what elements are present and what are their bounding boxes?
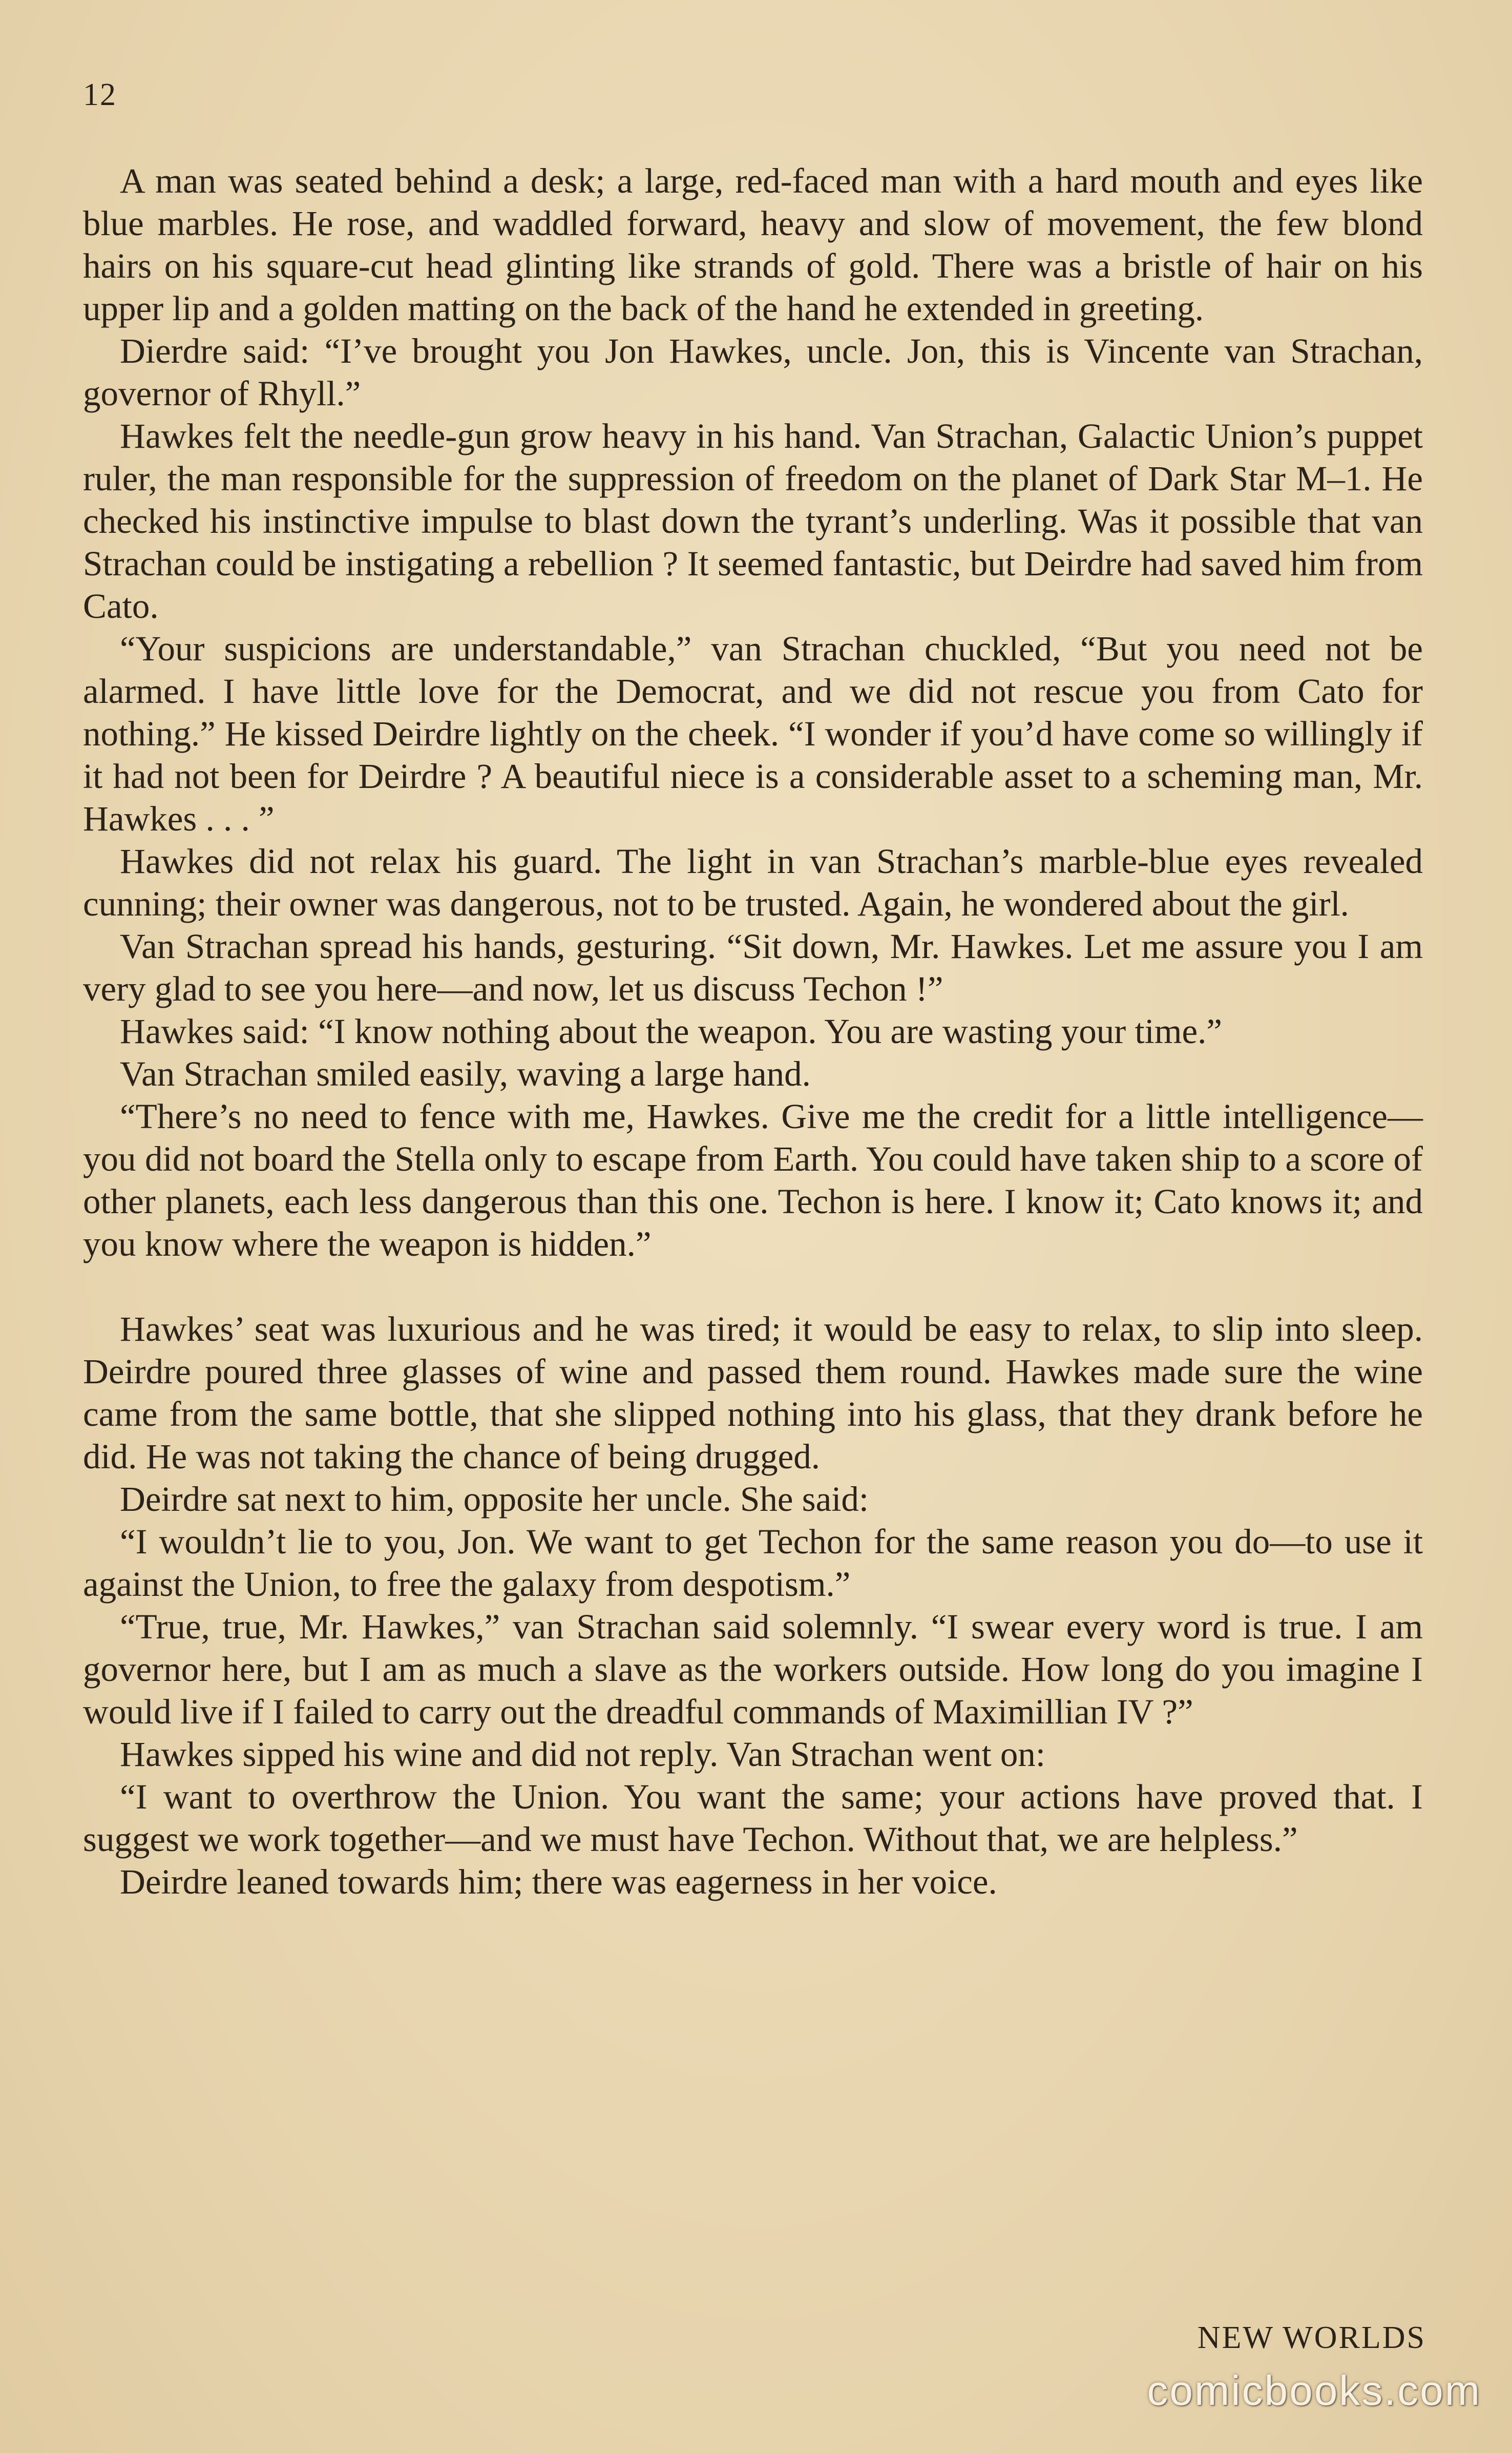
paragraph: “Your suspicions are understandable,” van Strachan chuckled, “But you need not be alarmed. I have little love for the Democrat, and we did not rescue you from Cato for nothing.” He kissed Deirdre lightly on the cheek. “I wonder if you’d have come so willingly if it had not been for Deirdre ? A beautiful niece is a considerable asset to a scheming man, Mr. Hawkes . . . ” [83,629,1423,838]
paragraph: “I want to overthrow the Union. You want the same; your actions have proved that. I suggest we work together—and we must have Techon. Without that, we are helpless.” [83,1777,1423,1859]
paragraph: Dierdre said: “I’ve brought you Jon Hawkes, uncle. Jon, this is Vincente van Strachan, governor of Rhyll.” [83,331,1423,413]
paragraph: Van Strachan smiled easily, waving a large hand. [120,1054,811,1093]
paragraph: Hawkes did not relax his guard. The light in van Strachan’s marble-blue eyes revealed cunning; their owner was dangerous, not to be trusted. Again, he wondered about the girl. [83,842,1423,923]
magazine-footer-title: NEW WORLDS [1197,2320,1426,2355]
paragraph: “There’s no need to fence with me, Hawkes. Give me the credit for a little intelligence—you did not board the Stella only to escape from Earth. You could have taken ship to a score of other planets, each less dangerous than this one. Techon is here. I know it; Cato knows it; and you know where the weapon is hidden.” [83,1097,1423,1263]
paragraph: A man was seated behind a desk; a large, red-faced man with a hard mouth and eyes like blue marbles. He rose, and waddled forward, heavy and slow of movement, the few blond hairs on his square-cut head glinting like strands of gold. There was a bristle of hair on his upper lip and a golden matting on the back of the hand he extended in greeting. [83,161,1423,328]
paragraph: “True, true, Mr. Hawkes,” van Strachan said solemnly. “I swear every word is true. I am governor here, but I am as much a slave as the workers outside. How long do you imagine I would live if I failed to carry out the dreadful commands of Maximillian IV ?” [83,1607,1423,1731]
paragraph: Hawkes said: “I know nothing about the weapon. You are wasting your time.” [120,1012,1223,1051]
paragraph: “I wouldn’t lie to you, Jon. We want to get Techon for the same reason you do—to use it against the Union, to free the galaxy from despotism.” [83,1522,1423,1604]
story-text [83,160,1423,1903]
paragraph: Hawkes’ seat was luxurious and he was tired; it would be easy to relax, to slip into sleep. Deirdre poured three glasses of wine and passed them round. Hawkes made sure the wine came from the same bottle, that she slipped nothing into his glass, that they drank before he did. He was not taking the chance of being drugged. [83,1309,1423,1476]
paragraph: Van Strachan spread his hands, gesturing. “Sit down, Mr. Hawkes. Let me assure you I am very glad to see you here—and now, let us discuss Techon !” [83,927,1423,1008]
paragraph: Hawkes sipped his wine and did not reply. Van Strachan went on: [120,1735,1046,1774]
page-number: 12 [83,77,117,112]
paragraph: Hawkes felt the needle-gun grow heavy in his hand. Van Strachan, Galactic Union’s puppet ruler, the man responsible for the suppression of freedom on the planet of Dark Star M–1. He checked his instinctive impulse to blast down the tyrant’s underling. Was it possible that van Strachan could be instigating a rebellion ? It seemed fantastic, but Deirdre had saved him from Cato. [83,417,1423,626]
paragraph: Deirdre sat next to him, opposite her uncle. She said: [120,1480,869,1519]
paragraph: Deirdre leaned towards him; there was eagerness in her voice. [120,1862,997,1901]
watermark: comicbooks.com [1147,2367,1481,2414]
